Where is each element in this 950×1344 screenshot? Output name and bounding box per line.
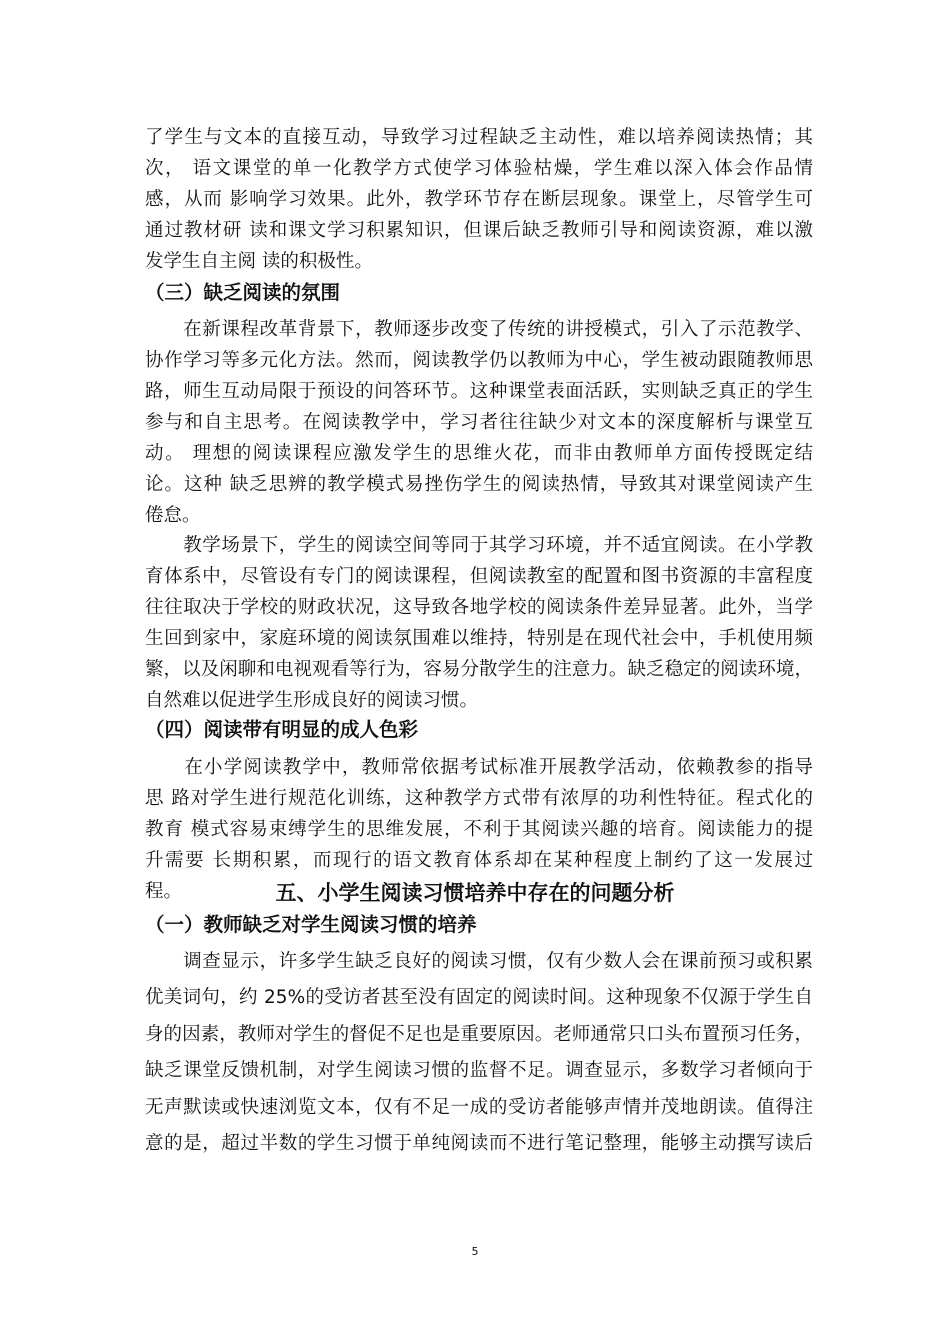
text-line: 生回到家中，家庭环境的阅读氛围难以维持，特别是在现代社会中，手机使用频: [145, 628, 813, 649]
heading-4: （四）阅读带有明显的成人色彩: [145, 718, 419, 741]
paragraph-2: [145, 314, 813, 531]
text-line: 意的是，超过半数的学生习惯于单纯阅读而不进行笔记整理，能够主动撰写读后: [145, 1132, 813, 1154]
heading-1: （一）教师缺乏对学生阅读习惯的培养: [145, 913, 477, 936]
text-line: 思 路对学生进行规范化训练，这种教学方式带有浓厚的功利性特征。程式化的: [145, 788, 813, 809]
text-line: 协作学习等多元化方法。然而，阅读教学仍以教师为中心，学生被动跟随教师思: [145, 350, 813, 371]
paragraph-5: [145, 944, 813, 1162]
paragraph-1: [145, 122, 813, 277]
text-line: 倦怠。: [145, 505, 201, 526]
text-line: 优美词句，约 25%的受访者甚至没有固定的阅读时间。这种现象不仅源于学生自: [145, 987, 813, 1009]
text-line: 发学生自主阅 读的积极性。: [145, 251, 373, 272]
text-line: 感，从而 影响学习效果。此外，教学环节存在断层现象。课堂上，尽管学生可: [145, 189, 813, 210]
text-line: 升需要 长期积累，而现行的语文教育体系却在某种程度上制约了这一发展过: [145, 850, 813, 871]
text-line: 繁，以及闲聊和电视观看等行为，容易分散学生的注意力。缺乏稳定的阅读环境，: [145, 659, 813, 680]
text-line: 自然难以促进学生形成良好的阅读习惯。: [145, 690, 479, 711]
text-line: 论。这种 缺乏思辨的教学模式易挫伤学生的阅读热情，导致其对课堂阅读产生: [145, 474, 813, 495]
text-line: 程。: [145, 881, 183, 902]
text-line: 路，师生互动局限于预设的问答环节。这种课堂表面活跃，实则缺乏真正的学生: [145, 381, 813, 402]
text-line: 无声默读或快速浏览文本，仅有不足一成的受访者能够声情并茂地朗读。值得注: [145, 1096, 813, 1118]
text-line: 教学场景下，学生的阅读空间等同于其学习环境，并不适宜阅读。在小学教: [145, 535, 813, 556]
text-line: 教育 模式容易束缚学生的思维发展，不利于其阅读兴趣的培育。阅读能力的提: [145, 819, 813, 840]
text-line: 往往取决于学校的财政状况，这导致各地学校的阅读条件差异显著。此外，当学: [145, 597, 813, 618]
text-line: 在小学阅读教学中，教师常依据考试标准开展教学活动，依赖教参的指导: [145, 757, 813, 778]
text-line: 身的因素，教师对学生的督促不足也是重要原因。老师通常只口头布置预习任务，: [145, 1023, 813, 1045]
heading-3: （三）缺乏阅读的氛围: [145, 281, 341, 304]
text-line: 次， 语文课堂的单一化教学方式使学习体验枯燥，学生难以深入体会作品情: [145, 158, 813, 179]
page-number: 5: [471, 1245, 479, 1258]
text-line: 缺乏课堂反馈机制，对学生阅读习惯的监督不足。调查显示，多数学习者倾向于: [145, 1060, 813, 1082]
text-line: 了学生与文本的直接互动，导致学习过程缺乏主动性，难以培养阅读热情；其: [145, 127, 813, 148]
text-line: 通过教材研 读和课文学习积累知识，但课后缺乏教师引导和阅读资源，难以激: [145, 220, 813, 241]
text-line: 育体系中，尽管设有专门的阅读课程，但阅读教室的配置和图书资源的丰富程度: [145, 566, 813, 587]
paragraph-3: [145, 530, 813, 716]
text-line: 调查显示，许多学生缺乏良好的阅读习惯，仅有少数人会在课前预习或积累: [145, 951, 813, 972]
text-line: 在新课程改革背景下，教师逐步改变了传统的讲授模式，引入了示范教学、: [145, 319, 813, 340]
text-line: 参与和自主思考。在阅读教学中，学习者往往缺少对文本的深度解析与课堂互: [145, 412, 813, 433]
text-line: 动。 理想的阅读课程应激发学生的思维火花，而非由教师单方面传授既定结: [145, 443, 813, 464]
section-title: 五、小学生阅读习惯培养中存在的问题分析: [275, 881, 675, 905]
